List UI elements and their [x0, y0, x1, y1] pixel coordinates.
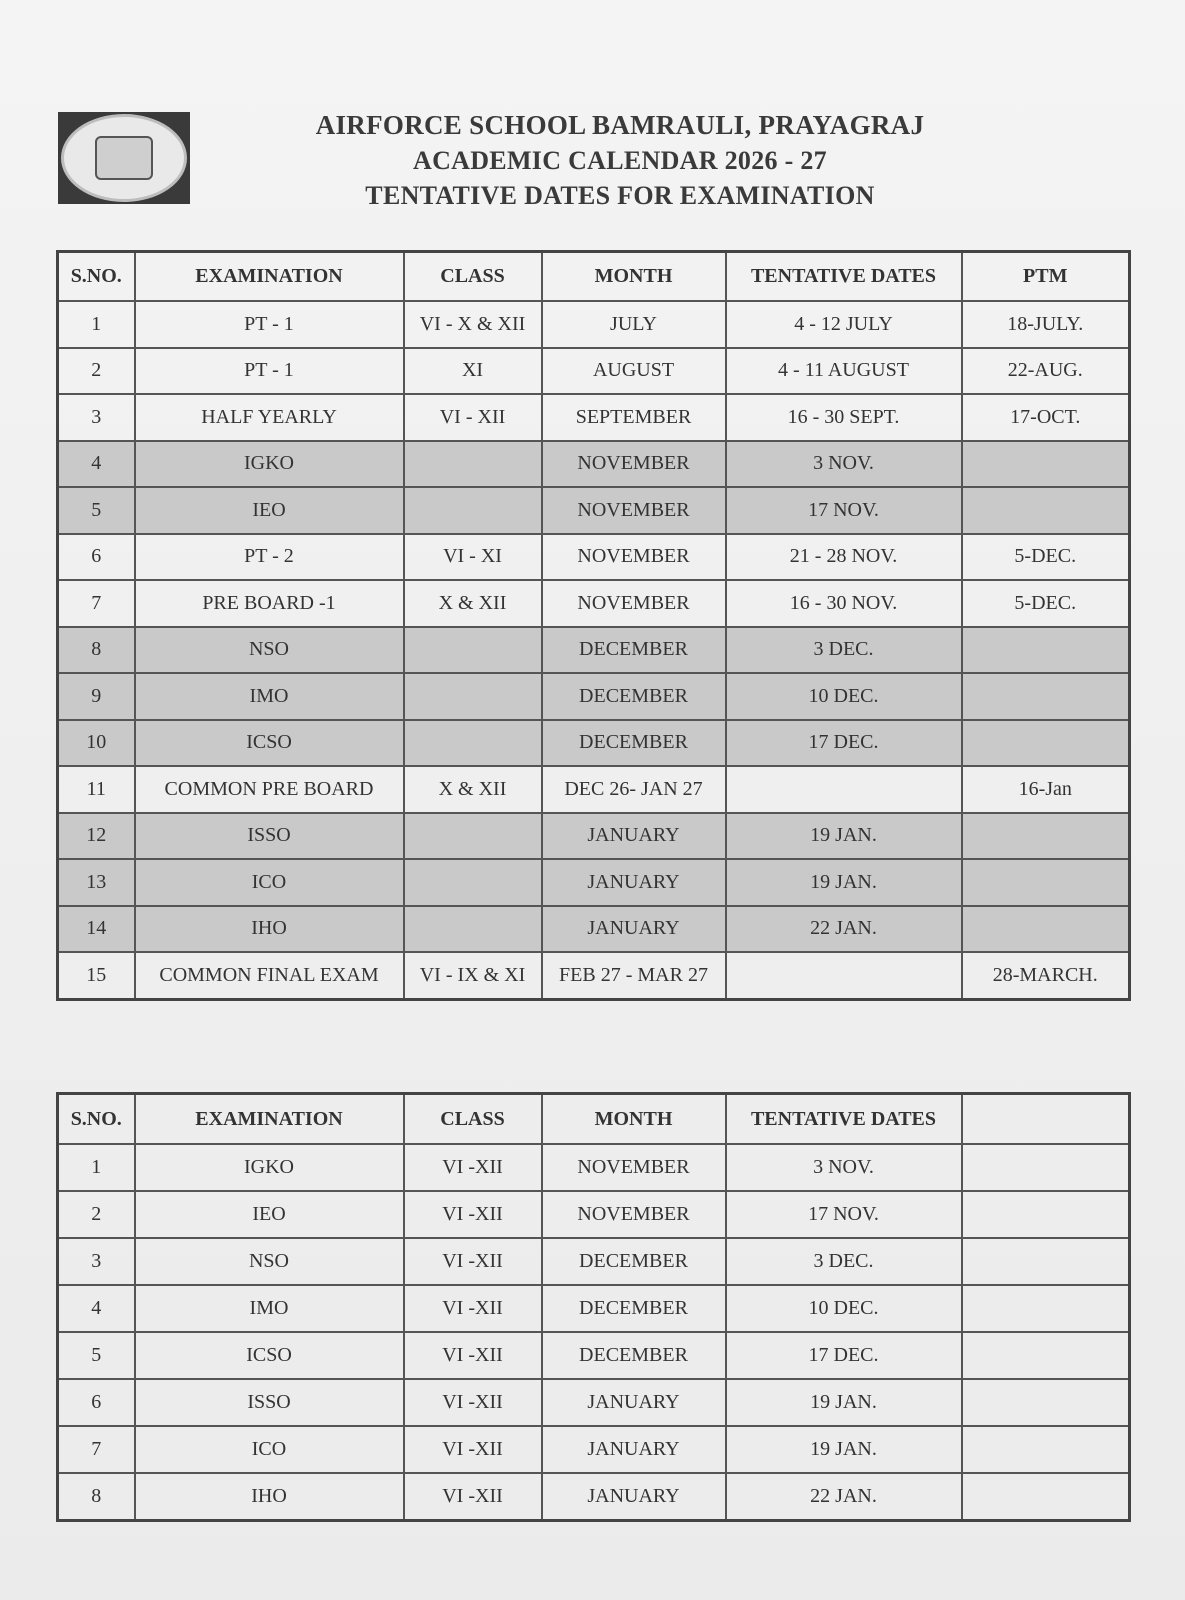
- cell-sno: 7: [58, 1426, 135, 1473]
- cell-exam: NSO: [135, 627, 404, 674]
- cell-sno: 4: [58, 1285, 135, 1332]
- cell-month: NOVEMBER: [542, 487, 726, 534]
- cell-exam: ICO: [135, 1426, 404, 1473]
- cell-month: DECEMBER: [542, 673, 726, 720]
- cell-exam: ICO: [135, 859, 404, 906]
- cell-month: AUGUST: [542, 348, 726, 395]
- cell-exam: PT - 1: [135, 301, 404, 348]
- cell-month: NOVEMBER: [542, 1144, 726, 1191]
- table-row: [58, 394, 1130, 441]
- table-row: [58, 1332, 1130, 1379]
- cell-sno: 2: [58, 348, 135, 395]
- calendar-subtitle: TENTATIVE DATES FOR EXAMINATION: [365, 181, 875, 210]
- cell-ptm: 17-OCT.: [962, 394, 1130, 441]
- cell-exam: PRE BOARD -1: [135, 580, 404, 627]
- cell-dates: [726, 952, 962, 999]
- school-name: AIRFORCE SCHOOL BAMRAULI, PRAYAGRAJ: [315, 110, 925, 140]
- cell-month: SEPTEMBER: [542, 394, 726, 441]
- cell-dates: [726, 766, 962, 813]
- table-row: [58, 580, 1130, 627]
- cell-sno: 8: [58, 627, 135, 674]
- cell-exam: IGKO: [135, 1144, 404, 1191]
- cell-exam: IEO: [135, 1191, 404, 1238]
- cell-ptm: 28-MARCH.: [962, 952, 1130, 999]
- cell-sno: 5: [58, 1332, 135, 1379]
- cell-exam: HALF YEARLY: [135, 394, 404, 441]
- cell-ptm: [962, 441, 1130, 488]
- table-row: [58, 441, 1130, 488]
- column-header-tentative-dates: TENTATIVE DATES: [726, 1094, 962, 1145]
- column-header-examination: EXAMINATION: [135, 1094, 404, 1145]
- table-row: [58, 1238, 1130, 1285]
- cell-dates: 19 JAN.: [726, 1379, 962, 1426]
- cell-extra: [962, 1285, 1130, 1332]
- cell-class: VI -XII: [404, 1238, 542, 1285]
- school-emblem-icon: [58, 112, 190, 204]
- cell-exam: NSO: [135, 1238, 404, 1285]
- column-header-blank: [962, 1094, 1130, 1145]
- cell-dates: 3 NOV.: [726, 1144, 962, 1191]
- cell-dates: 19 JAN.: [726, 859, 962, 906]
- column-header-class: CLASS: [404, 1094, 542, 1145]
- cell-exam: COMMON PRE BOARD: [135, 766, 404, 813]
- column-header-tentative-dates: TENTATIVE DATES: [726, 252, 962, 302]
- cell-extra: [962, 1238, 1130, 1285]
- cell-dates: 17 DEC.: [726, 720, 962, 767]
- cell-class: XI: [404, 348, 542, 395]
- table-row: [58, 952, 1130, 999]
- cell-month: DECEMBER: [542, 1238, 726, 1285]
- table-row: [58, 1473, 1130, 1521]
- cell-class: [404, 720, 542, 767]
- table-header-row: [58, 1094, 1130, 1145]
- column-header-month: MONTH: [542, 252, 726, 302]
- cell-class: VI - XI: [404, 534, 542, 581]
- cell-dates: 3 DEC.: [726, 1238, 962, 1285]
- cell-class: VI - XII: [404, 394, 542, 441]
- cell-class: [404, 441, 542, 488]
- cell-class: VI -XII: [404, 1285, 542, 1332]
- cell-dates: 3 NOV.: [726, 441, 962, 488]
- cell-extra: [962, 1473, 1130, 1521]
- cell-exam: ICSO: [135, 1332, 404, 1379]
- cell-ptm: [962, 627, 1130, 674]
- cell-class: VI -XII: [404, 1144, 542, 1191]
- cell-exam: COMMON FINAL EXAM: [135, 952, 404, 999]
- cell-exam: IHO: [135, 1473, 404, 1521]
- cell-dates: 19 JAN.: [726, 813, 962, 860]
- cell-exam: IEO: [135, 487, 404, 534]
- cell-ptm: [962, 813, 1130, 860]
- cell-class: [404, 487, 542, 534]
- cell-sno: 5: [58, 487, 135, 534]
- cell-exam: ISSO: [135, 1379, 404, 1426]
- cell-month: DEC 26- JAN 27: [542, 766, 726, 813]
- table-row: [58, 534, 1130, 581]
- cell-dates: 17 DEC.: [726, 1332, 962, 1379]
- column-header-month: MONTH: [542, 1094, 726, 1145]
- table-row: [58, 348, 1130, 395]
- cell-sno: 8: [58, 1473, 135, 1521]
- cell-class: VI -XII: [404, 1332, 542, 1379]
- cell-sno: 13: [58, 859, 135, 906]
- cell-sno: 2: [58, 1191, 135, 1238]
- cell-month: FEB 27 - MAR 27: [542, 952, 726, 999]
- cell-class: VI - X & XII: [404, 301, 542, 348]
- cell-month: JANUARY: [542, 859, 726, 906]
- cell-exam: PT - 1: [135, 348, 404, 395]
- cell-class: VI -XII: [404, 1191, 542, 1238]
- cell-sno: 6: [58, 1379, 135, 1426]
- column-header-sno: S.NO.: [58, 252, 135, 302]
- cell-exam: PT - 2: [135, 534, 404, 581]
- table-row: [58, 301, 1130, 348]
- cell-dates: 21 - 28 NOV.: [726, 534, 962, 581]
- table-row: [58, 766, 1130, 813]
- examination-schedule-table: [56, 250, 1131, 1001]
- cell-class: [404, 673, 542, 720]
- column-header-ptm: PTM: [962, 252, 1130, 302]
- cell-dates: 16 - 30 NOV.: [726, 580, 962, 627]
- cell-dates: 17 NOV.: [726, 487, 962, 534]
- cell-sno: 11: [58, 766, 135, 813]
- cell-month: NOVEMBER: [542, 441, 726, 488]
- cell-dates: 19 JAN.: [726, 1426, 962, 1473]
- cell-sno: 7: [58, 580, 135, 627]
- table-row: [58, 1191, 1130, 1238]
- cell-dates: 4 - 12 JULY: [726, 301, 962, 348]
- cell-sno: 14: [58, 906, 135, 953]
- cell-month: NOVEMBER: [542, 1191, 726, 1238]
- cell-extra: [962, 1426, 1130, 1473]
- cell-dates: 10 DEC.: [726, 1285, 962, 1332]
- cell-class: [404, 813, 542, 860]
- column-header-class: CLASS: [404, 252, 542, 302]
- cell-sno: 6: [58, 534, 135, 581]
- table-row: [58, 720, 1130, 767]
- cell-dates: 22 JAN.: [726, 906, 962, 953]
- cell-month: JANUARY: [542, 906, 726, 953]
- cell-ptm: [962, 720, 1130, 767]
- cell-month: JANUARY: [542, 1473, 726, 1521]
- calendar-title: ACADEMIC CALENDAR 2026 - 27: [413, 146, 827, 175]
- cell-month: JANUARY: [542, 1379, 726, 1426]
- cell-exam: IGKO: [135, 441, 404, 488]
- table-row: [58, 1379, 1130, 1426]
- cell-sno: 1: [58, 301, 135, 348]
- cell-month: DECEMBER: [542, 720, 726, 767]
- cell-month: JANUARY: [542, 1426, 726, 1473]
- cell-ptm: 18-JULY.: [962, 301, 1130, 348]
- cell-dates: 4 - 11 AUGUST: [726, 348, 962, 395]
- column-header-sno: S.NO.: [58, 1094, 135, 1145]
- table-row: [58, 859, 1130, 906]
- cell-dates: 22 JAN.: [726, 1473, 962, 1521]
- cell-month: DECEMBER: [542, 627, 726, 674]
- cell-extra: [962, 1144, 1130, 1191]
- olympiad-schedule-table: [56, 1092, 1131, 1522]
- document-header: [280, 108, 960, 213]
- cell-ptm: 5-DEC.: [962, 580, 1130, 627]
- cell-exam: ICSO: [135, 720, 404, 767]
- cell-month: DECEMBER: [542, 1285, 726, 1332]
- table-row: [58, 1285, 1130, 1332]
- cell-sno: 3: [58, 1238, 135, 1285]
- cell-exam: ISSO: [135, 813, 404, 860]
- cell-month: NOVEMBER: [542, 580, 726, 627]
- cell-class: [404, 906, 542, 953]
- cell-ptm: 22-AUG.: [962, 348, 1130, 395]
- cell-exam: IMO: [135, 1285, 404, 1332]
- cell-class: [404, 859, 542, 906]
- cell-class: VI -XII: [404, 1473, 542, 1521]
- cell-month: JANUARY: [542, 813, 726, 860]
- cell-sno: 3: [58, 394, 135, 441]
- cell-month: DECEMBER: [542, 1332, 726, 1379]
- cell-month: JULY: [542, 301, 726, 348]
- table-row: [58, 673, 1130, 720]
- cell-month: NOVEMBER: [542, 534, 726, 581]
- cell-sno: 4: [58, 441, 135, 488]
- cell-ptm: [962, 906, 1130, 953]
- cell-class: VI - IX & XI: [404, 952, 542, 999]
- table-row: [58, 487, 1130, 534]
- table-row: [58, 813, 1130, 860]
- table-row: [58, 1426, 1130, 1473]
- table-row: [58, 1144, 1130, 1191]
- cell-sno: 10: [58, 720, 135, 767]
- cell-dates: 16 - 30 SEPT.: [726, 394, 962, 441]
- cell-sno: 12: [58, 813, 135, 860]
- cell-class: X & XII: [404, 580, 542, 627]
- cell-class: VI -XII: [404, 1379, 542, 1426]
- cell-ptm: [962, 487, 1130, 534]
- cell-ptm: 16-Jan: [962, 766, 1130, 813]
- column-header-examination: EXAMINATION: [135, 252, 404, 302]
- cell-exam: IHO: [135, 906, 404, 953]
- table-header-row: [58, 252, 1130, 302]
- cell-extra: [962, 1332, 1130, 1379]
- cell-ptm: [962, 673, 1130, 720]
- cell-sno: 15: [58, 952, 135, 999]
- cell-extra: [962, 1191, 1130, 1238]
- cell-sno: 9: [58, 673, 135, 720]
- cell-dates: 17 NOV.: [726, 1191, 962, 1238]
- table-row: [58, 627, 1130, 674]
- table-row: [58, 906, 1130, 953]
- cell-ptm: 5-DEC.: [962, 534, 1130, 581]
- cell-extra: [962, 1379, 1130, 1426]
- cell-class: VI -XII: [404, 1426, 542, 1473]
- cell-class: X & XII: [404, 766, 542, 813]
- cell-dates: 10 DEC.: [726, 673, 962, 720]
- cell-sno: 1: [58, 1144, 135, 1191]
- cell-exam: IMO: [135, 673, 404, 720]
- cell-class: [404, 627, 542, 674]
- cell-dates: 3 DEC.: [726, 627, 962, 674]
- cell-ptm: [962, 859, 1130, 906]
